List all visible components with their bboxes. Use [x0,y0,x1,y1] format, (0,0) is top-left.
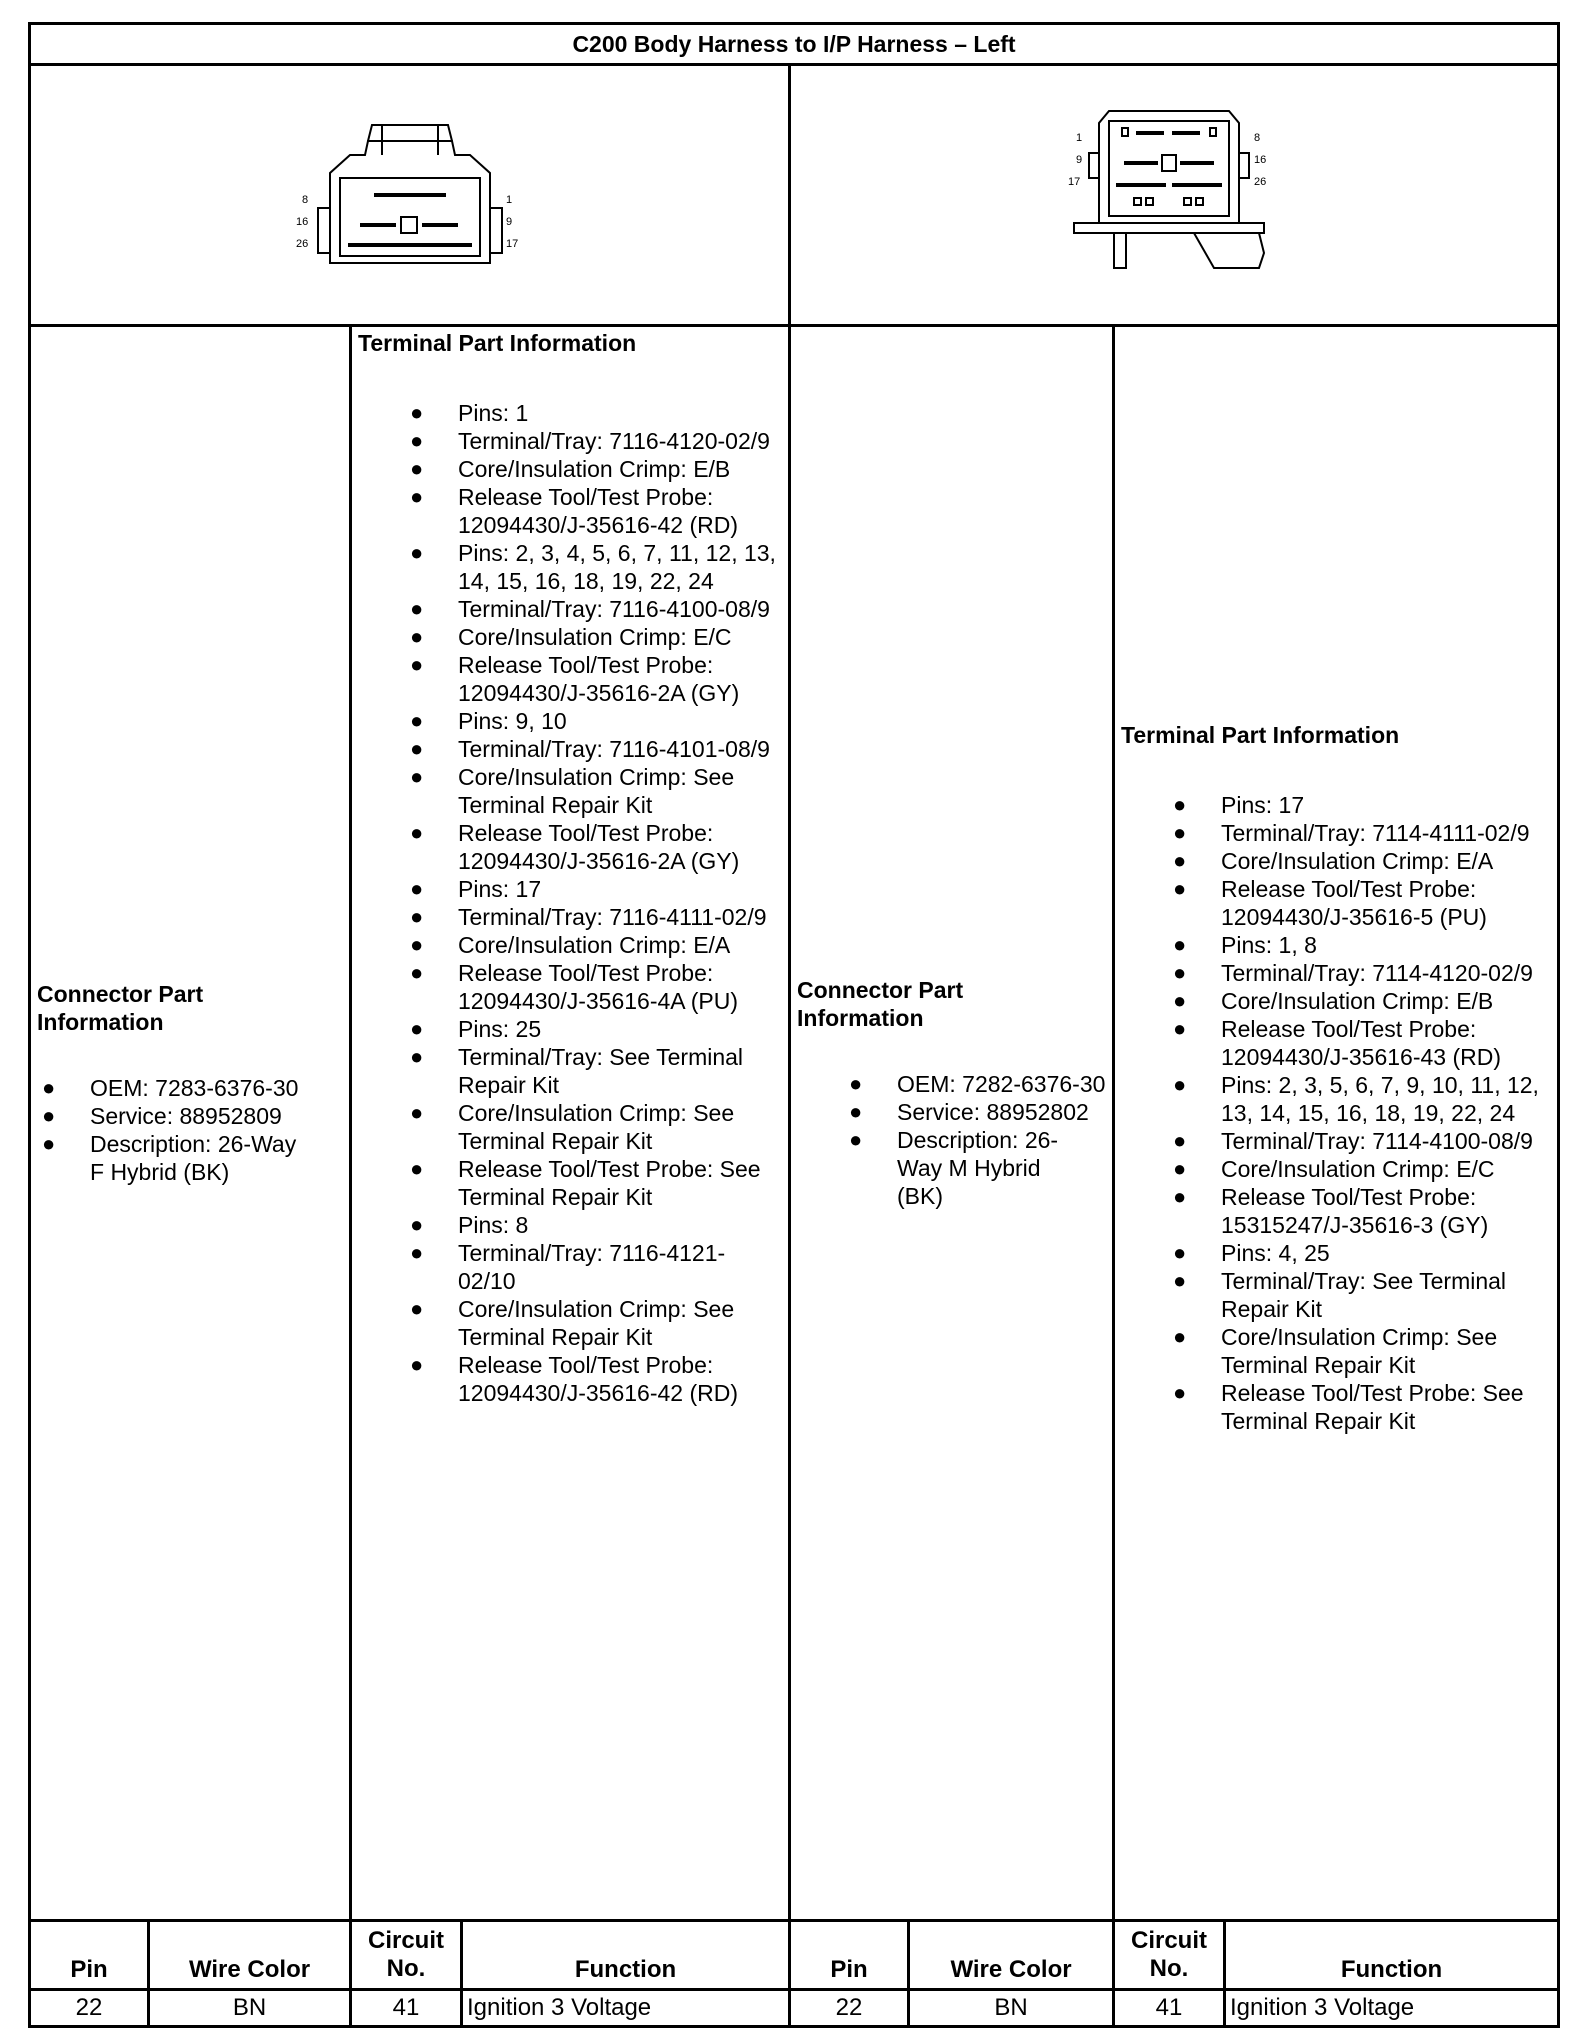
pin-label: 17 [1068,175,1081,188]
list-item: ● Terminal/Tray: 7114-4120-02/9 [1173,960,1533,986]
connector-page [28,22,1557,2021]
list-item: ● Core/Insulation Crimp: E/C [1173,1156,1495,1182]
pin-label: 16 [1254,153,1267,166]
list-item: ● Pins: 1 [410,400,529,426]
terminal-groups [1173,791,1551,1435]
wire-color-cell: BN [909,1990,1114,2027]
list-item: ● Core/Insulation Crimp: See Terminal Repair Kit [1173,1324,1498,1378]
list-item: ● Description: 26-Way F Hybrid (BK) [42,1131,297,1185]
list-item: ● Core/Insulation Crimp: See Terminal Repair Kit [410,1296,735,1350]
list-item: ● Pins: 4, 25 [1173,1240,1330,1266]
terminal-group [1173,1239,1551,1435]
right-connector-info-cell [790,326,1114,1921]
terminal-group [410,539,782,707]
pin-label: 8 [1254,131,1261,144]
column-header-function: Function [462,1921,790,1990]
list-item: ● Core/Insulation Crimp: E/A [410,932,731,958]
list-item: ● Release Tool/Test Probe: See Terminal Repair Kit [410,1156,761,1210]
list-item: ● Service: 88952802 [849,1099,1089,1125]
terminal-group [410,1211,782,1407]
list-item: ● OEM: 7282-6376-30 [849,1071,1106,1097]
female-connector-icon [290,113,530,273]
pin-label: 17 [505,237,518,250]
terminal-info-heading: Terminal Part Information [1121,722,1400,748]
list-item: ● Release Tool/Test Probe: 12094430/J-35616-43 (RD) [1173,1016,1502,1070]
list-item: ● Release Tool/Test Probe: 15315247/J-35616-3 (GY) [1173,1184,1489,1238]
terminal-group [410,875,782,1015]
list-item: ● Terminal/Tray: 7116-4111-02/9 [410,904,767,930]
list-item: ● Release Tool/Test Probe: 12094430/J-35616-5 (PU) [1173,876,1487,930]
list-item: ● Pins: 25 [410,1016,542,1042]
list-item: ● Core/Insulation Crimp: E/A [1173,848,1494,874]
column-header-function: Function [1225,1921,1559,1990]
list-item: ● Release Tool/Test Probe: 12094430/J-35616-42 (RD) [410,484,739,538]
right-terminal-info-cell [1114,326,1559,1921]
connector-info-list [42,1074,343,1186]
list-item: ● Release Tool/Test Probe: 12094430/J-35616-2A (GY) [410,820,740,874]
list-item: ● Release Tool/Test Probe: 12094430/J-35616-2A (GY) [410,652,740,706]
pin-label: 26 [1254,175,1267,188]
list-item: ● Release Tool/Test Probe: See Terminal Repair Kit [1173,1380,1524,1434]
wire-color-cell: BN [149,1990,351,2027]
list-item: ● OEM: 7283-6376-30 [42,1075,299,1101]
list-item: ● Terminal/Tray: 7116-4101-08/9 [410,736,770,762]
terminal-group [410,1015,782,1211]
function-cell: Ignition 3 Voltage [462,1990,790,2027]
page-title: C200 Body Harness to I/P Harness – Left [30,24,1559,65]
column-header-circuit: Circuit No. [351,1921,462,1990]
list-item: ● Pins: 17 [410,876,542,902]
list-item: ● Terminal/Tray: See Terminal Repair Kit [1173,1268,1507,1322]
list-item: ● Description: 26-Way M Hybrid (BK) [849,1127,1059,1209]
terminal-group [410,399,782,539]
list-item: ● Terminal/Tray: See Terminal Repair Kit [410,1044,744,1098]
connector-info-heading: Connector Part Information [797,977,964,1031]
terminal-group [1173,931,1551,1071]
terminal-group [410,707,782,875]
list-item: ● Release Tool/Test Probe: 12094430/J-35616-42 (RD) [410,1352,739,1406]
connector-table [28,22,1560,2028]
list-item: ● Pins: 9, 10 [410,708,567,734]
column-header-pin: Pin [790,1921,909,1990]
list-item: ● Terminal/Tray: 7114-4100-08/9 [1173,1128,1533,1154]
list-item: ● Release Tool/Test Probe: 12094430/J-35616-4A (PU) [410,960,739,1014]
pin-label: 8 [301,193,308,206]
list-item: ● Pins: 8 [410,1212,529,1238]
function-cell: Ignition 3 Voltage [1225,1990,1559,2027]
pin-label: 9 [1076,153,1083,166]
male-connector-icon [1054,103,1294,283]
terminal-info-heading: Terminal Part Information [358,330,637,356]
list-item: ● Terminal/Tray: 7114-4111-02/9 [1173,820,1530,846]
table-row [30,1990,1559,2027]
list-item: ● Core/Insulation Crimp: E/B [1173,988,1494,1014]
connector-info-list [849,1070,1106,1210]
list-item: ● Terminal/Tray: 7116-4120-02/9 [410,428,770,454]
list-item: ● Terminal/Tray: 7116-4100-08/9 [410,596,770,622]
left-terminal-info-cell [351,326,790,1921]
terminal-groups [410,399,782,1407]
list-item: ● Core/Insulation Crimp: See Terminal Repair Kit [410,764,735,818]
column-header-wire-color: Wire Color [149,1921,351,1990]
pin-cell: 22 [790,1990,909,2027]
list-item: ● Core/Insulation Crimp: E/B [410,456,731,482]
male-connector-diagram-cell [790,65,1559,326]
list-item: ● Terminal/Tray: 7116-4121-02/10 [410,1240,726,1294]
pin-label: 26 [295,237,308,250]
circuit-cell: 41 [1114,1990,1225,2027]
list-item: ● Core/Insulation Crimp: See Terminal Repair Kit [410,1100,735,1154]
column-header-wire-color: Wire Color [909,1921,1114,1990]
pin-label: 9 [505,215,512,228]
terminal-group [1173,791,1551,931]
left-connector-info-cell [30,326,351,1921]
list-item: ● Pins: 17 [1173,792,1305,818]
list-item: ● Pins: 2, 3, 5, 6, 7, 9, 10, 11, 12, 13, 14, 15, 16, 18, 19, 22, 24 [1173,1072,1539,1126]
connector-info-heading: Connector Part Information [37,981,204,1035]
circuit-cell: 41 [351,1990,462,2027]
list-item: ● Pins: 2, 3, 4, 5, 6, 7, 11, 12, 13, 14, 15, 16, 18, 19, 22, 24 [410,540,776,594]
terminal-group [1173,1071,1551,1239]
pin-cell: 22 [30,1990,149,2027]
pin-label: 16 [295,215,308,228]
list-item: ● Core/Insulation Crimp: E/C [410,624,732,650]
list-item: ● Pins: 1, 8 [1173,932,1317,958]
female-connector-diagram-cell [30,65,790,326]
column-header-pin: Pin [30,1921,149,1990]
pin-label: 1 [1076,131,1083,144]
column-header-circuit: Circuit No. [1114,1921,1225,1990]
pin-label: 1 [505,193,512,206]
list-item: ● Service: 88952809 [42,1103,282,1129]
